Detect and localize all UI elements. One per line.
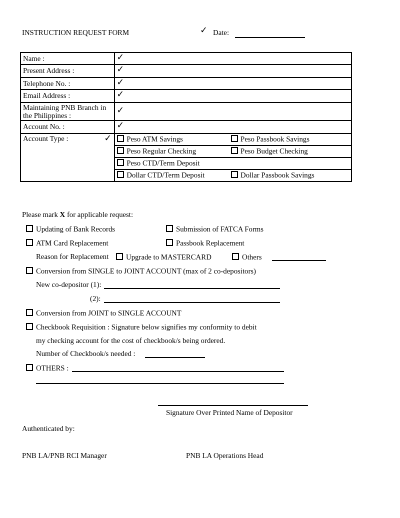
req-fatca[interactable] bbox=[166, 225, 264, 233]
option-dollar-ctd[interactable] bbox=[117, 171, 229, 179]
req-label: Conversion from SINGLE to JOINT ACCOUNT (max of 2 co-depositors) bbox=[36, 266, 256, 276]
date-label: Date: bbox=[213, 28, 230, 37]
checkbox-icon[interactable] bbox=[231, 135, 238, 142]
req-conversion-joint[interactable] bbox=[26, 267, 256, 275]
check-icon: ✓ bbox=[116, 65, 125, 76]
account-type-check-icon: ✓ bbox=[104, 133, 112, 144]
req-upgrade-mastercard[interactable] bbox=[116, 253, 211, 261]
address-row bbox=[21, 65, 352, 77]
others-field-1[interactable] bbox=[72, 371, 284, 372]
checkbox-icon[interactable] bbox=[166, 239, 173, 246]
signature-label: Signature Over Printed Name of Depositor bbox=[166, 408, 293, 417]
checkbook-count-field[interactable] bbox=[145, 357, 205, 358]
req-label: Passbook Replacement bbox=[176, 238, 245, 248]
req-label: Submission of FATCA Forms bbox=[176, 224, 264, 234]
account-no-field[interactable] bbox=[114, 121, 351, 133]
req-label: OTHERS : bbox=[36, 363, 69, 373]
date-field[interactable] bbox=[235, 37, 305, 38]
option-peso-budget-checking[interactable] bbox=[231, 147, 308, 155]
checkbox-icon[interactable] bbox=[232, 253, 239, 260]
check-icon: ✓ bbox=[116, 121, 125, 132]
manager-label: PNB LA/PNB RCI Manager bbox=[22, 451, 107, 460]
email-label: Email Address : bbox=[21, 90, 115, 102]
checkbox-icon[interactable] bbox=[166, 225, 173, 232]
account-no-row bbox=[21, 121, 352, 133]
req-conversion-single[interactable] bbox=[26, 309, 181, 317]
account-no-label: Account No. : bbox=[21, 121, 115, 133]
email-row bbox=[21, 90, 352, 102]
account-type-options-4 bbox=[114, 169, 351, 181]
name-field[interactable] bbox=[114, 53, 351, 65]
option-label: Peso ATM Savings bbox=[126, 134, 183, 144]
codepositor-1-field[interactable] bbox=[104, 288, 280, 289]
name-row bbox=[21, 53, 352, 65]
option-peso-atm[interactable] bbox=[117, 135, 229, 143]
depositor-info-table bbox=[20, 52, 352, 182]
checkbox-icon[interactable] bbox=[117, 147, 124, 154]
option-dollar-passbook[interactable] bbox=[231, 171, 315, 179]
option-peso-ctd[interactable] bbox=[117, 159, 200, 167]
checkbox-icon[interactable] bbox=[26, 239, 33, 246]
check-icon: ✓ bbox=[116, 53, 125, 63]
req-atm-replacement[interactable] bbox=[26, 239, 108, 247]
others-field-2[interactable] bbox=[36, 383, 284, 384]
operations-head-label: PNB LA Operations Head bbox=[186, 451, 264, 460]
codepositor-2-field[interactable] bbox=[104, 302, 280, 303]
check-icon: ✓ bbox=[116, 90, 125, 101]
checkbox-icon[interactable] bbox=[117, 171, 124, 178]
intro-text: for applicable request: bbox=[65, 210, 134, 219]
branch-field[interactable] bbox=[114, 102, 351, 121]
req-passbook-replacement[interactable] bbox=[166, 239, 244, 247]
option-label: Peso CTD/Term Deposit bbox=[126, 158, 200, 168]
checkbox-icon[interactable] bbox=[26, 323, 33, 330]
telephone-row bbox=[21, 77, 352, 89]
req-label: Updating of Bank Records bbox=[36, 224, 116, 234]
option-label: Dollar CTD/Term Deposit bbox=[126, 170, 205, 180]
account-type-options-1 bbox=[114, 133, 351, 145]
option-peso-regular-checking[interactable] bbox=[117, 147, 229, 155]
codepositor-2-label: (2): bbox=[90, 294, 101, 303]
account-type-options-3 bbox=[114, 157, 351, 169]
req-label: Conversion from JOINT to SINGLE ACCOUNT bbox=[36, 308, 182, 318]
address-label: Present Address : bbox=[21, 65, 115, 77]
option-label: Peso Budget Checking bbox=[240, 146, 308, 156]
email-field[interactable] bbox=[114, 90, 351, 102]
checkbox-icon[interactable] bbox=[26, 225, 33, 232]
req-checkbook[interactable] bbox=[26, 323, 257, 331]
checkbook-count-label: Number of Checkbook/s needed : bbox=[36, 349, 136, 358]
check-icon: ✓ bbox=[116, 77, 125, 88]
checkbox-icon[interactable] bbox=[26, 309, 33, 316]
req-label: Others bbox=[242, 252, 262, 262]
address-field[interactable] bbox=[114, 65, 351, 77]
checkbook-line-2: my checking account for the cost of checkbook/s being ordered. bbox=[36, 336, 226, 345]
req-others[interactable] bbox=[26, 364, 69, 372]
account-type-cell bbox=[21, 133, 115, 181]
checkbox-icon[interactable] bbox=[117, 135, 124, 142]
option-label: Peso Regular Checking bbox=[126, 146, 197, 156]
checkbox-icon[interactable] bbox=[116, 253, 123, 260]
check-icon: ✓ bbox=[116, 105, 125, 116]
date-check-icon: ✓ bbox=[200, 26, 208, 36]
option-label: Peso Passbook Savings bbox=[240, 134, 310, 144]
checkbox-icon[interactable] bbox=[231, 147, 238, 154]
req-others-replacement[interactable] bbox=[232, 253, 262, 261]
req-label: ATM Card Replacement bbox=[36, 238, 109, 248]
req-label: Upgrade to MASTERCARD bbox=[126, 252, 212, 262]
checkbox-icon[interactable] bbox=[231, 171, 238, 178]
account-type-label: Account Type : bbox=[23, 133, 69, 143]
intro-mark: X bbox=[59, 210, 66, 219]
branch-row bbox=[21, 102, 352, 121]
intro-text: Please mark bbox=[22, 210, 60, 219]
checkbox-icon[interactable] bbox=[117, 159, 124, 166]
request-intro bbox=[22, 211, 133, 218]
signature-line[interactable] bbox=[158, 405, 308, 406]
branch-label: Maintaining PNB Branch in the Philippines : bbox=[21, 102, 115, 121]
option-peso-passbook[interactable] bbox=[231, 135, 310, 143]
reason-label: Reason for Replacement bbox=[36, 252, 109, 261]
authenticated-label: Authenticated by: bbox=[22, 424, 75, 433]
checkbox-icon[interactable] bbox=[26, 267, 33, 274]
option-label: Dollar Passbook Savings bbox=[240, 170, 315, 180]
telephone-field[interactable] bbox=[114, 77, 351, 89]
name-label: Name : bbox=[21, 53, 115, 65]
req-label: Checkbook Requisition : Signature below signifies my conformity to debit bbox=[36, 322, 257, 332]
others-reason-field[interactable] bbox=[272, 260, 326, 261]
account-type-options-2 bbox=[114, 145, 351, 157]
req-updating[interactable] bbox=[26, 225, 115, 233]
new-codepositor-label: New co-depositor (1): bbox=[36, 280, 102, 289]
form-title: INSTRUCTION REQUEST FORM bbox=[22, 28, 130, 37]
account-type-row-1 bbox=[21, 133, 352, 145]
checkbox-icon[interactable] bbox=[26, 364, 33, 371]
telephone-label: Telephone No. : bbox=[21, 77, 115, 89]
